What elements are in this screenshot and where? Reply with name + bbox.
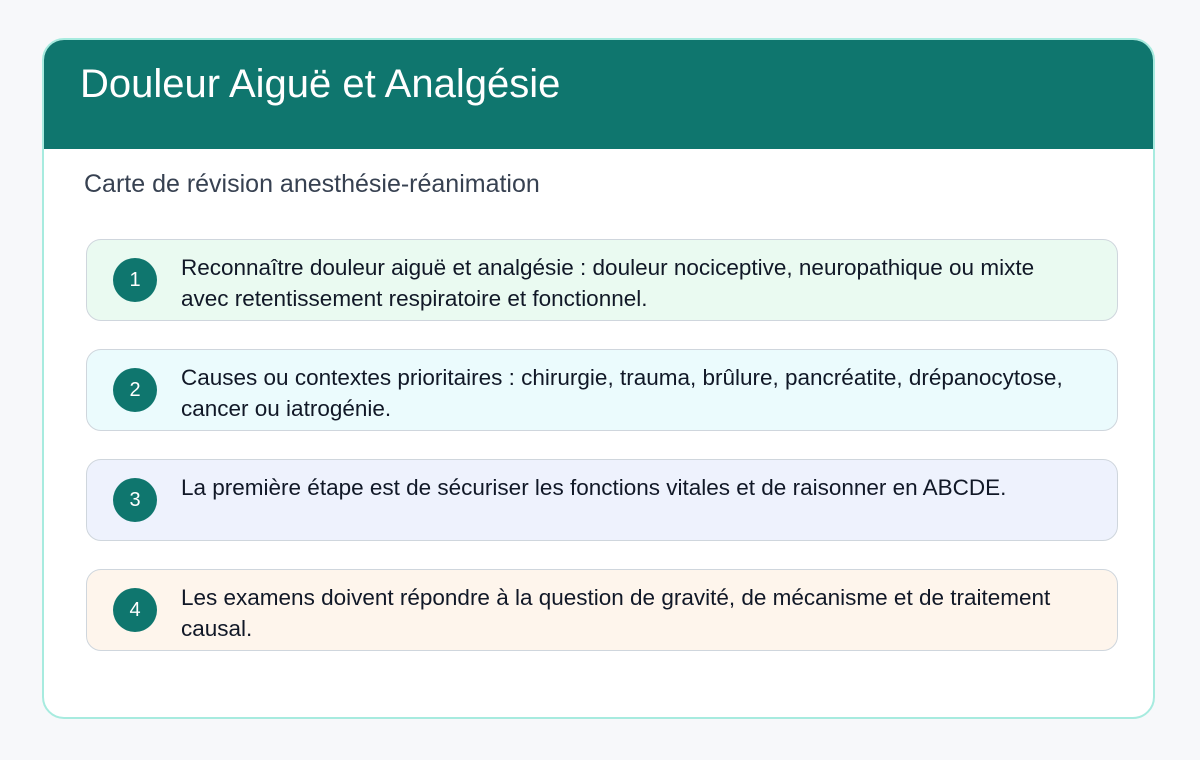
card-header: [44, 40, 1153, 149]
item-number-badge: 1: [113, 258, 157, 302]
revision-card: [42, 38, 1155, 719]
item-text: Les examens doivent répondre à la question de gravité, de mécanisme et de traitement causal.: [181, 585, 1051, 641]
item-number-badge: 2: [113, 368, 157, 412]
item-text: Causes ou contextes prioritaires : chirurgie, trauma, brûlure, pancréatite, drépanocytose, cancer ou iatrogénie.: [181, 365, 1063, 421]
item-text: La première étape est de sécuriser les fonctions vitales et de raisonner en ABCDE.: [181, 475, 1007, 500]
card-title: Douleur Aiguë et Analgésie: [80, 62, 561, 106]
item-number-badge: 4: [113, 588, 157, 632]
list-item-2: [86, 349, 1118, 431]
card-subtitle: Carte de révision anesthésie-réanimation: [84, 170, 540, 198]
list-item-1: [86, 239, 1118, 321]
list-item-4: [86, 569, 1118, 651]
item-number-badge: 3: [113, 478, 157, 522]
item-text: Reconnaître douleur aiguë et analgésie : douleur nociceptive, neuropathique ou mixte avec retentissement respiratoire et fonctionnel.: [181, 255, 1035, 311]
list-item-3: [86, 459, 1118, 541]
